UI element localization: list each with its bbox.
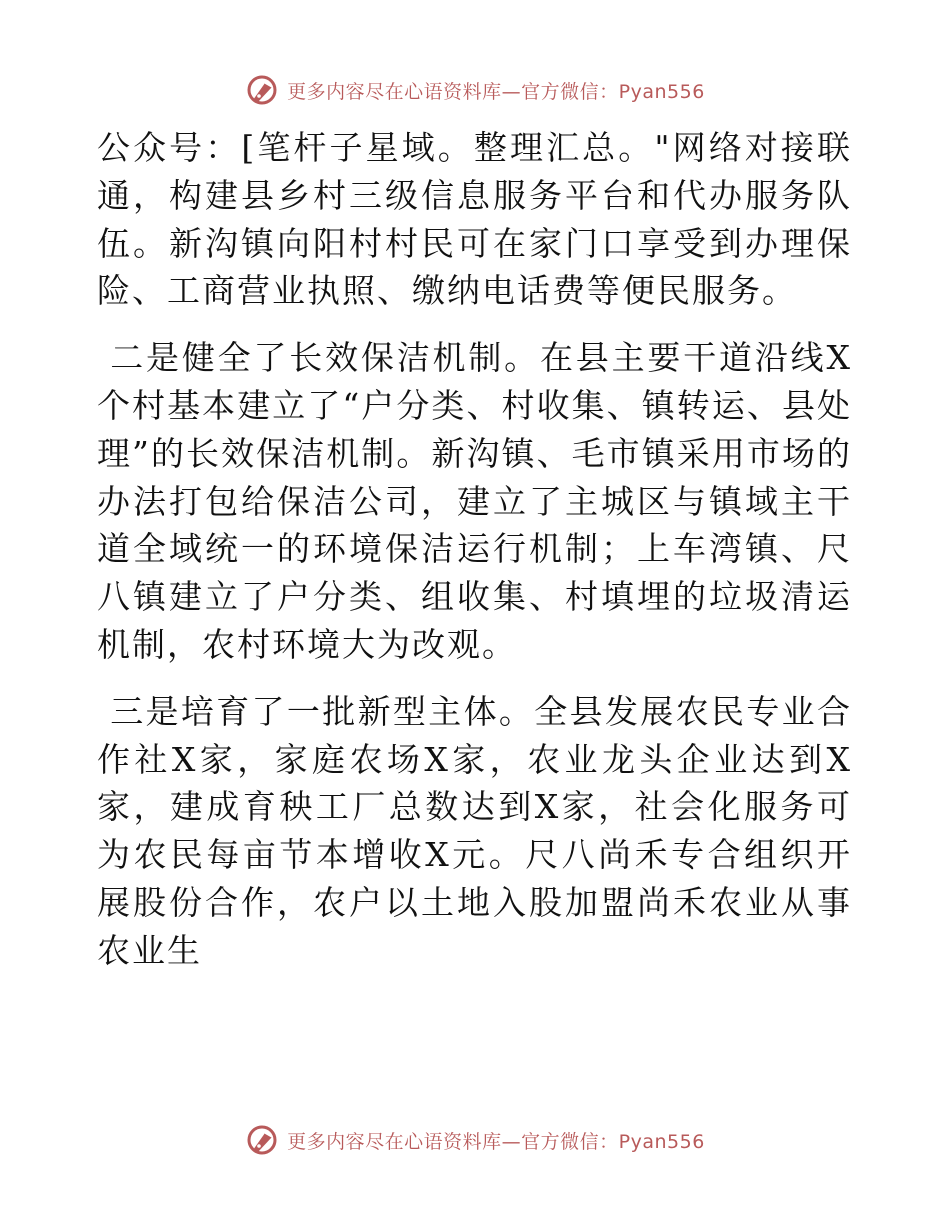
footer-watermark xyxy=(0,1120,950,1160)
paragraph-1: 公众号：[笔杆子星域。整理汇总。"网络对接联通，构建县乡村三级信息服务平台和代办服务队伍。新沟镇向阳村村民可在家门口享受到办理保险、工商营业执照、缴纳电话费等便民服务。 xyxy=(97,128,852,311)
document-body xyxy=(97,124,852,975)
watermark-text: 更多内容尽在心语资料库—官方微信：Pyan556 xyxy=(287,80,705,103)
pen-nib-circle-icon xyxy=(245,1123,279,1157)
paragraph-3: 三是培育了一批新型主体。全县发展农民专业合作社X家，家庭农场X家，农业龙头企业达到X家，建成育秧工厂总数达到X家，社会化服务可为农民每亩节本增收X元。尺八尚禾专合组织开展股份合作，农户以土地入股加盟尚禾农业从事农业生 xyxy=(97,691,852,970)
watermark-text: 更多内容尽在心语资料库—官方微信：Pyan556 xyxy=(287,1130,705,1153)
header-watermark xyxy=(0,70,950,110)
pen-nib-circle-icon xyxy=(245,73,279,107)
paragraph-2: 二是健全了长效保洁机制。在县主要干道沿线X个村基本建立了“户分类、村收集、镇转运、县处理”的长效保洁机制。新沟镇、毛市镇采用市场的办法打包给保洁公司，建立了主城区与镇域主干道全域统一的环境保洁运行机制；上车湾镇、尺八镇建立了户分类、组收集、村填埋的垃圾清运机制，农村环境大为改观。 xyxy=(97,338,852,664)
